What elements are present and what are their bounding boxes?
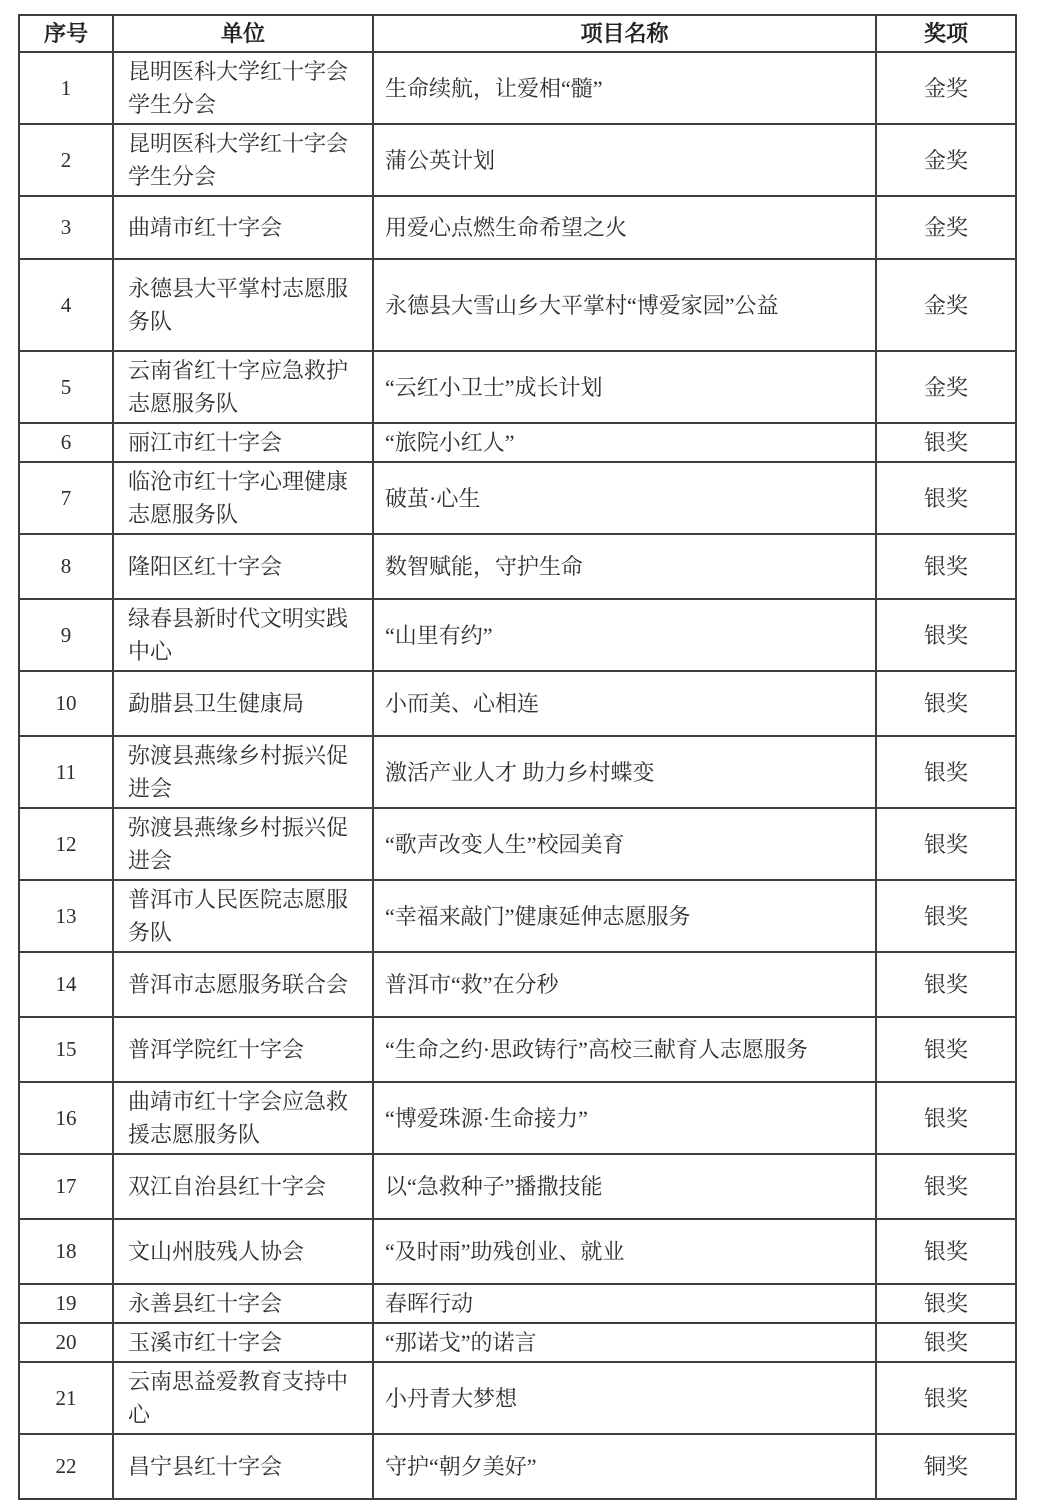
serial-number-cell: 6 bbox=[19, 423, 113, 462]
award-cell: 银奖 bbox=[876, 952, 1016, 1017]
project-name-cell: 用爱心点燃生命希望之火 bbox=[373, 196, 876, 259]
unit-cell: 文山州肢残人协会 bbox=[113, 1219, 373, 1284]
serial-number-cell: 10 bbox=[19, 671, 113, 736]
serial-number-cell: 3 bbox=[19, 196, 113, 259]
table-row bbox=[19, 1082, 1016, 1154]
unit-cell: 永善县红十字会 bbox=[113, 1284, 373, 1323]
award-cell: 金奖 bbox=[876, 124, 1016, 196]
awards-table bbox=[18, 14, 1017, 1500]
serial-number-cell: 2 bbox=[19, 124, 113, 196]
award-cell: 银奖 bbox=[876, 1082, 1016, 1154]
award-cell: 银奖 bbox=[876, 736, 1016, 808]
project-name-cell: 普洱市“救”在分秒 bbox=[373, 952, 876, 1017]
award-cell: 金奖 bbox=[876, 52, 1016, 124]
table-row bbox=[19, 1284, 1016, 1323]
unit-cell: 普洱市人民医院志愿服务队 bbox=[113, 880, 373, 952]
award-cell: 银奖 bbox=[876, 423, 1016, 462]
unit-cell: 勐腊县卫生健康局 bbox=[113, 671, 373, 736]
header-award: 奖项 bbox=[876, 15, 1016, 52]
serial-number-cell: 20 bbox=[19, 1323, 113, 1362]
project-name-cell: “及时雨”助残创业、就业 bbox=[373, 1219, 876, 1284]
award-cell: 金奖 bbox=[876, 196, 1016, 259]
unit-cell: 昆明医科大学红十字会学生分会 bbox=[113, 124, 373, 196]
serial-number-cell: 14 bbox=[19, 952, 113, 1017]
serial-number-cell: 21 bbox=[19, 1362, 113, 1434]
project-name-cell: “山里有约” bbox=[373, 599, 876, 671]
table-row bbox=[19, 351, 1016, 423]
unit-cell: 丽江市红十字会 bbox=[113, 423, 373, 462]
table-header bbox=[19, 15, 1016, 52]
project-name-cell: 破茧·心生 bbox=[373, 462, 876, 534]
unit-cell: 弥渡县燕缘乡村振兴促进会 bbox=[113, 736, 373, 808]
table-row bbox=[19, 736, 1016, 808]
table-row bbox=[19, 952, 1016, 1017]
project-name-cell: 永德县大雪山乡大平掌村“博爱家园”公益 bbox=[373, 259, 876, 351]
table-row bbox=[19, 423, 1016, 462]
award-cell: 银奖 bbox=[876, 880, 1016, 952]
table-row bbox=[19, 462, 1016, 534]
award-cell: 银奖 bbox=[876, 1017, 1016, 1082]
award-cell: 银奖 bbox=[876, 1323, 1016, 1362]
award-cell: 银奖 bbox=[876, 1154, 1016, 1219]
serial-number-cell: 13 bbox=[19, 880, 113, 952]
award-cell: 金奖 bbox=[876, 351, 1016, 423]
unit-cell: 双江自治县红十字会 bbox=[113, 1154, 373, 1219]
serial-number-cell: 8 bbox=[19, 534, 113, 599]
unit-cell: 临沧市红十字心理健康志愿服务队 bbox=[113, 462, 373, 534]
award-cell: 铜奖 bbox=[876, 1434, 1016, 1499]
serial-number-cell: 4 bbox=[19, 259, 113, 351]
serial-number-cell: 16 bbox=[19, 1082, 113, 1154]
unit-cell: 曲靖市红十字会应急救援志愿服务队 bbox=[113, 1082, 373, 1154]
project-name-cell: “云红小卫士”成长计划 bbox=[373, 351, 876, 423]
serial-number-cell: 19 bbox=[19, 1284, 113, 1323]
award-cell: 银奖 bbox=[876, 1219, 1016, 1284]
project-name-cell: “幸福来敲门”健康延伸志愿服务 bbox=[373, 880, 876, 952]
table-row bbox=[19, 671, 1016, 736]
table-row bbox=[19, 880, 1016, 952]
award-cell: 银奖 bbox=[876, 599, 1016, 671]
unit-cell: 昆明医科大学红十字会学生分会 bbox=[113, 52, 373, 124]
table-row bbox=[19, 1323, 1016, 1362]
header-row bbox=[19, 15, 1016, 52]
table-row bbox=[19, 1362, 1016, 1434]
table-row bbox=[19, 52, 1016, 124]
project-name-cell: “博爱珠源·生命接力” bbox=[373, 1082, 876, 1154]
project-name-cell: 小丹青大梦想 bbox=[373, 1362, 876, 1434]
table-row bbox=[19, 534, 1016, 599]
project-name-cell: “歌声改变人生”校园美育 bbox=[373, 808, 876, 880]
project-name-cell: 数智赋能，守护生命 bbox=[373, 534, 876, 599]
award-cell: 银奖 bbox=[876, 1362, 1016, 1434]
table-row bbox=[19, 1219, 1016, 1284]
table-body bbox=[19, 52, 1016, 1499]
unit-cell: 普洱学院红十字会 bbox=[113, 1017, 373, 1082]
table-row bbox=[19, 1017, 1016, 1082]
table-row bbox=[19, 808, 1016, 880]
header-unit: 单位 bbox=[113, 15, 373, 52]
serial-number-cell: 5 bbox=[19, 351, 113, 423]
serial-number-cell: 1 bbox=[19, 52, 113, 124]
serial-number-cell: 7 bbox=[19, 462, 113, 534]
unit-cell: 绿春县新时代文明实践中心 bbox=[113, 599, 373, 671]
table-row bbox=[19, 1154, 1016, 1219]
serial-number-cell: 18 bbox=[19, 1219, 113, 1284]
table-row bbox=[19, 599, 1016, 671]
award-cell: 银奖 bbox=[876, 808, 1016, 880]
project-name-cell: “生命之约·思政铸行”高校三献育人志愿服务 bbox=[373, 1017, 876, 1082]
project-name-cell: “旅院小红人” bbox=[373, 423, 876, 462]
unit-cell: 弥渡县燕缘乡村振兴促进会 bbox=[113, 808, 373, 880]
project-name-cell: 生命续航，让爱相“髓” bbox=[373, 52, 876, 124]
project-name-cell: 蒲公英计划 bbox=[373, 124, 876, 196]
project-name-cell: 以“急救种子”播撒技能 bbox=[373, 1154, 876, 1219]
serial-number-cell: 17 bbox=[19, 1154, 113, 1219]
header-project-name: 项目名称 bbox=[373, 15, 876, 52]
award-cell: 银奖 bbox=[876, 534, 1016, 599]
unit-cell: 玉溪市红十字会 bbox=[113, 1323, 373, 1362]
project-name-cell: “那诺戈”的诺言 bbox=[373, 1323, 876, 1362]
unit-cell: 昌宁县红十字会 bbox=[113, 1434, 373, 1499]
unit-cell: 云南思益爱教育支持中心 bbox=[113, 1362, 373, 1434]
unit-cell: 云南省红十字应急救护志愿服务队 bbox=[113, 351, 373, 423]
project-name-cell: 激活产业人才 助力乡村蝶变 bbox=[373, 736, 876, 808]
table-row bbox=[19, 124, 1016, 196]
unit-cell: 永德县大平掌村志愿服务队 bbox=[113, 259, 373, 351]
serial-number-cell: 22 bbox=[19, 1434, 113, 1499]
award-cell: 银奖 bbox=[876, 462, 1016, 534]
project-name-cell: 小而美、心相连 bbox=[373, 671, 876, 736]
table-row bbox=[19, 259, 1016, 351]
serial-number-cell: 9 bbox=[19, 599, 113, 671]
award-cell: 金奖 bbox=[876, 259, 1016, 351]
serial-number-cell: 11 bbox=[19, 736, 113, 808]
project-name-cell: 守护“朝夕美好” bbox=[373, 1434, 876, 1499]
award-cell: 银奖 bbox=[876, 671, 1016, 736]
serial-number-cell: 12 bbox=[19, 808, 113, 880]
header-serial-number: 序号 bbox=[19, 15, 113, 52]
unit-cell: 隆阳区红十字会 bbox=[113, 534, 373, 599]
unit-cell: 曲靖市红十字会 bbox=[113, 196, 373, 259]
table-row bbox=[19, 1434, 1016, 1499]
award-cell: 银奖 bbox=[876, 1284, 1016, 1323]
unit-cell: 普洱市志愿服务联合会 bbox=[113, 952, 373, 1017]
table-row bbox=[19, 196, 1016, 259]
project-name-cell: 春晖行动 bbox=[373, 1284, 876, 1323]
serial-number-cell: 15 bbox=[19, 1017, 113, 1082]
